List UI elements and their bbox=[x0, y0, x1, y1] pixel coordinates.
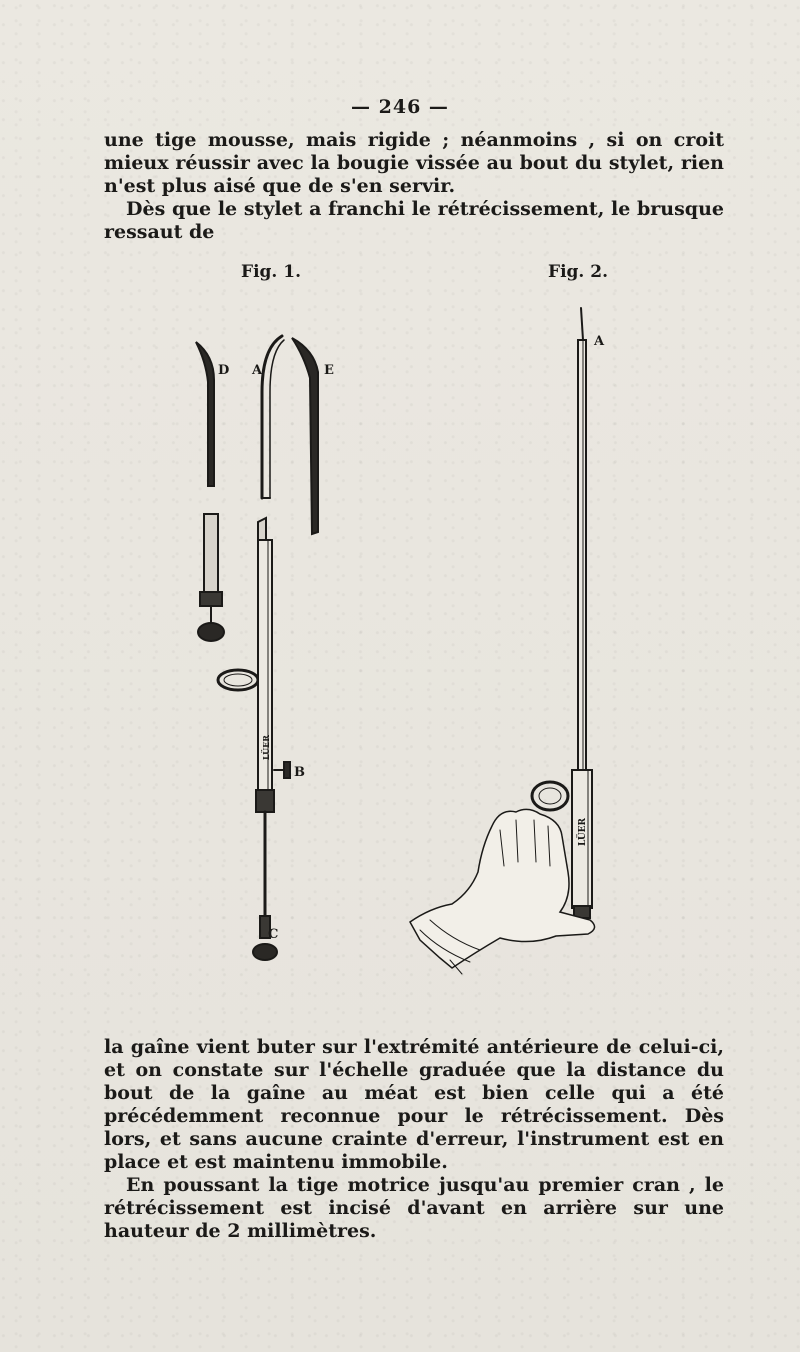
fig2-label-a: A bbox=[594, 334, 605, 349]
fig1-label-b: B bbox=[294, 765, 305, 780]
fig1-label-d: D bbox=[218, 363, 230, 378]
fig1-label-a: A bbox=[252, 363, 263, 378]
fig2-hand bbox=[410, 782, 595, 974]
paragraph-1: une tige mousse, mais rigide ; néanmoins , si on croit mieux réussir avec la bougie vissée au bout du stylet, rien n'est plus aisé que de s'en servir. bbox=[104, 129, 724, 197]
fig1-ring bbox=[218, 670, 258, 690]
fig1-label-c: C bbox=[268, 927, 279, 942]
fig1-stylet-a bbox=[262, 336, 284, 498]
page-number: — 246 — bbox=[351, 96, 449, 118]
bottom-text-block bbox=[104, 1036, 724, 1243]
fig2-engraving: LÜER bbox=[578, 817, 588, 846]
fig1-handle-piece bbox=[198, 514, 224, 641]
fig1-label-e: E bbox=[324, 363, 334, 378]
fig2-label: Fig. 2. bbox=[548, 262, 608, 282]
fig1-graduated-sheath bbox=[253, 518, 290, 960]
fig1-blade-e bbox=[292, 338, 318, 534]
paragraph-2: Dès que le stylet a franchi le rétrécissement, le brusque ressaut de bbox=[104, 198, 724, 243]
paragraph-3: la gaîne vient buter sur l'extrémité antérieure de celui-ci, et on constate sur l'échelle graduée que la distance du bout de la gaîne au méat est bien celle qui a été précédemment reconnue pour le rétrécissement. Dès lors, et sans aucune crainte d'erreur, l'instrument est en place et est maintenu immobile. bbox=[104, 1036, 724, 1173]
fig1-engraving: LÜER bbox=[261, 735, 271, 760]
fig1-label: Fig. 1. bbox=[241, 262, 301, 282]
fig1-blade-d bbox=[196, 342, 214, 486]
paragraph-4: En poussant la tige motrice jusqu'au premier cran , le rétrécissement est incisé d'avant en arrière sur une hauteur de 2 millimètres. bbox=[104, 1174, 724, 1242]
